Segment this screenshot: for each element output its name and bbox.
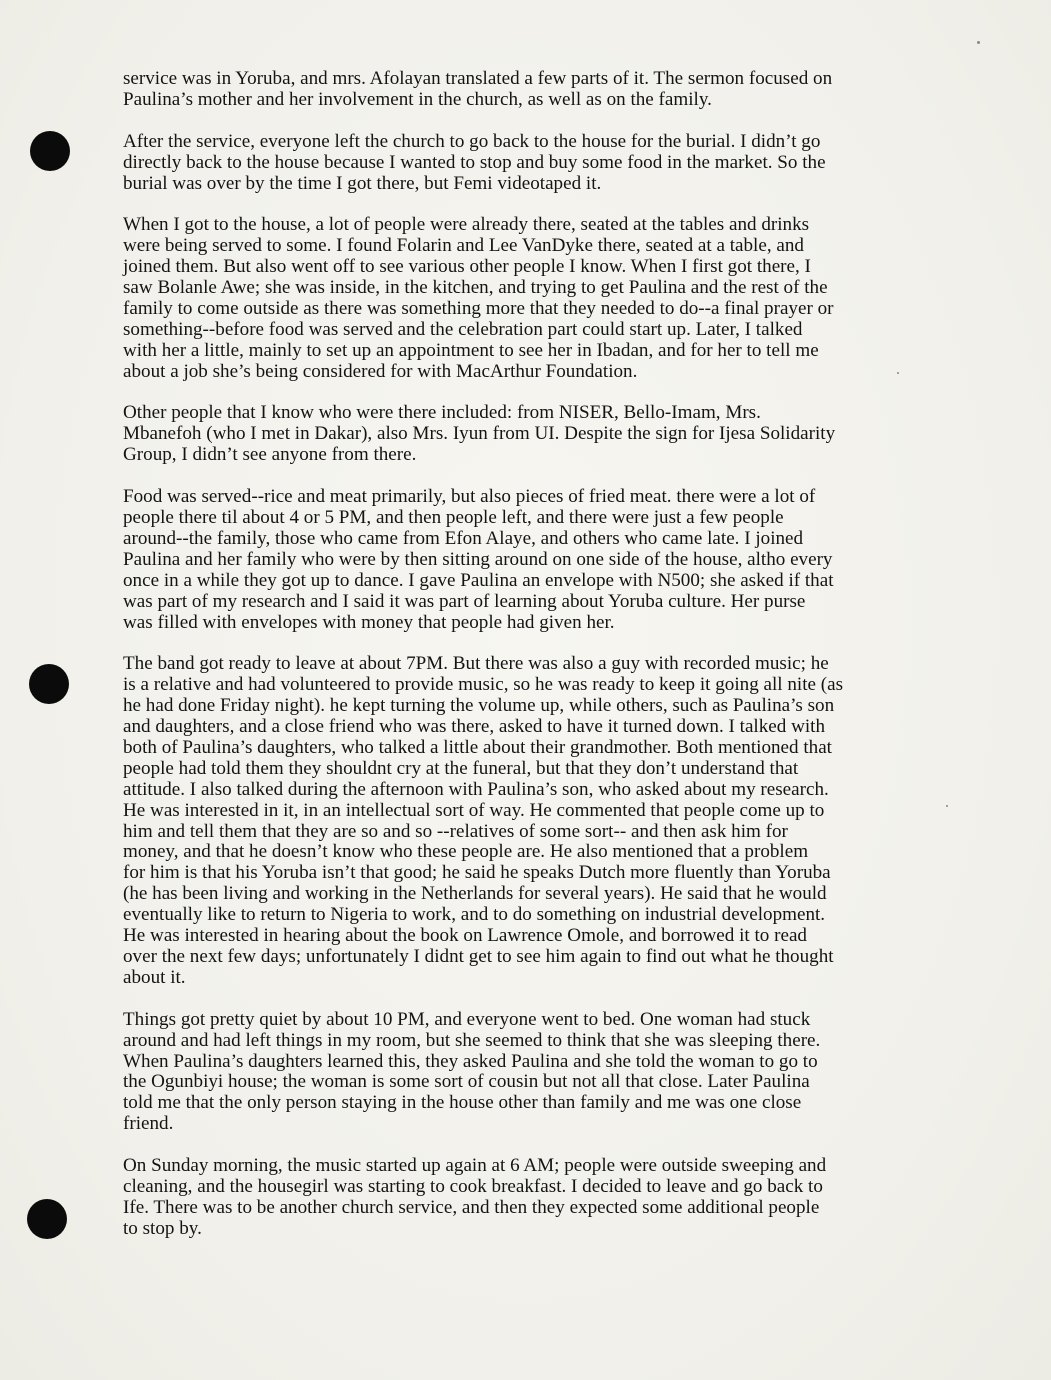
- text-line: family to come outside as there was something more that they needed to do--a final prayer or: [123, 297, 834, 319]
- text-line: The band got ready to leave at about 7PM. But there was also a guy with recorded music; he: [123, 653, 829, 675]
- text-line: After the service, everyone left the church to go back to the house for the burial. I didn’t go: [123, 130, 821, 152]
- text-line: attitude. I also talked during the afternoon with Paulina’s son, who asked about my research.: [123, 778, 829, 800]
- paragraph: [123, 403, 935, 466]
- text-line: the Ogunbiyi house; the woman is some sort of cousin but not all that close. Later Paulina: [123, 1071, 810, 1093]
- paragraph: [123, 69, 935, 111]
- text-line: Group, I didn’t see anyone from there.: [123, 444, 417, 466]
- text-line: was part of my research and I said it was part of learning about Yoruba culture. Her purse: [123, 590, 806, 612]
- text-line: friend.: [123, 1113, 174, 1135]
- text-line: Food was served--rice and meat primarily, but also pieces of fried meat. there were a lot of: [123, 486, 816, 508]
- paragraph: [123, 1156, 935, 1240]
- paragraph: [123, 132, 935, 195]
- text-line: is a relative and had volunteered to provide music, so he was ready to keep it going all nite (as: [123, 674, 844, 696]
- text-line: Things got pretty quiet by about 10 PM, and everyone went to bed. One woman had stuck: [123, 1008, 811, 1030]
- text-line: something--before food was served and the celebration part could start up. Later, I talked: [123, 318, 803, 340]
- text-line: Ife. There was to be another church service, and then they expected some additional people: [123, 1196, 820, 1218]
- text-line: people there til about 4 or 5 PM, and then people left, and there were just a few people: [123, 506, 784, 528]
- paper-speck: [946, 805, 948, 807]
- text-line: burial was over by the time I got there, but Femi videotaped it.: [123, 172, 602, 194]
- text-line: money, and that he doesn’t know who these people are. He also mentioned that a problem: [123, 841, 809, 863]
- text-line: around--the family, those who came from Efon Alaye, and others who came late. I joined: [123, 527, 804, 549]
- binder-hole-middle: [29, 664, 69, 704]
- text-line: and daughters, and a close friend who was there, asked to have it turned down. I talked with: [123, 716, 826, 738]
- text-line: with her a little, mainly to set up an appointment to see her in Ibadan, and for her to tell me: [123, 339, 819, 361]
- binder-hole-bottom: [27, 1199, 67, 1239]
- text-line: saw Bolanle Awe; she was inside, in the kitchen, and trying to get Paulina and the rest of the: [123, 277, 828, 299]
- text-line: When Paulina’s daughters learned this, they asked Paulina and she told the woman to go to: [123, 1050, 818, 1072]
- text-line: were being served to some. I found Folarin and Lee VanDyke there, seated at a table, and: [123, 235, 804, 257]
- text-line: once in a while they got up to dance. I gave Paulina an envelope with N500; she asked if that: [123, 569, 834, 591]
- text-line: cleaning, and the housegirl was starting to cook breakfast. I decided to leave and go back to: [123, 1175, 823, 1197]
- paragraph: [123, 654, 935, 989]
- paragraph: [123, 215, 935, 382]
- text-line: On Sunday morning, the music started up again at 6 AM; people were outside sweeping and: [123, 1155, 827, 1177]
- text-line: eventually like to return to Nigeria to work, and to do something on industrial development.: [123, 904, 826, 926]
- text-line: directly back to the house because I wanted to stop and buy some food in the market. So the: [123, 151, 826, 173]
- paragraph: [123, 487, 935, 633]
- text-line: him and tell them that they are so and so --relatives of some sort-- and then ask him for: [123, 820, 788, 842]
- text-line: joined them. But also went off to see various other people I know. When I first got there, I: [123, 256, 811, 278]
- binder-hole-top: [30, 131, 70, 171]
- document-body: [123, 69, 935, 1261]
- text-line: about a job she’s being considered for with MacArthur Foundation.: [123, 360, 638, 382]
- text-line: service was in Yoruba, and mrs. Afolayan translated a few parts of it. The sermon focused on: [123, 68, 833, 89]
- text-line: he had done Friday night). he kept turning the volume up, while others, such as Paulina’s son: [123, 695, 835, 717]
- text-line: Mbanefoh (who I met in Dakar), also Mrs. Iyun from UI. Despite the sign for Ijesa Solidarity: [123, 423, 836, 445]
- text-line: He was interested in hearing about the book on Lawrence Omole, and borrowed it to read: [123, 925, 807, 947]
- text-line: to stop by.: [123, 1217, 202, 1239]
- text-line: When I got to the house, a lot of people were already there, seated at the tables and drinks: [123, 214, 810, 236]
- paper-speck: [977, 41, 980, 44]
- text-line: He was interested in it, in an intellectual sort of way. He commented that people come up to: [123, 799, 825, 821]
- text-line: around and had left things in my room, but she seemed to think that she was sleeping there.: [123, 1029, 821, 1051]
- text-line: Paulina and her family who were by then sitting around on one side of the house, altho every: [123, 548, 833, 570]
- text-line: about it.: [123, 966, 186, 988]
- text-line: people had told them they shouldnt cry at the funeral, but that they don’t understand that: [123, 757, 799, 779]
- paragraph: [123, 1010, 935, 1135]
- text-line: for him is that his Yoruba isn’t that good; he said he speaks Dutch more fluently than Yoruba: [123, 862, 831, 884]
- text-line: (he has been living and working in the Netherlands for several years). He said that he would: [123, 883, 827, 905]
- text-line: was filled with envelopes with money that people had given her.: [123, 611, 615, 633]
- text-line: told me that the only person staying in the house other than family and me was one close: [123, 1092, 802, 1114]
- text-line: both of Paulina’s daughters, who talked a little about their grandmother. Both mentioned that: [123, 736, 832, 758]
- text-line: over the next few days; unfortunately I didnt get to see him again to find out what he thought: [123, 945, 834, 967]
- text-line: Paulina’s mother and her involvement in the church, as well as on the family.: [123, 88, 712, 110]
- text-line: Other people that I know who were there included: from NISER, Bello-Imam, Mrs.: [123, 402, 761, 424]
